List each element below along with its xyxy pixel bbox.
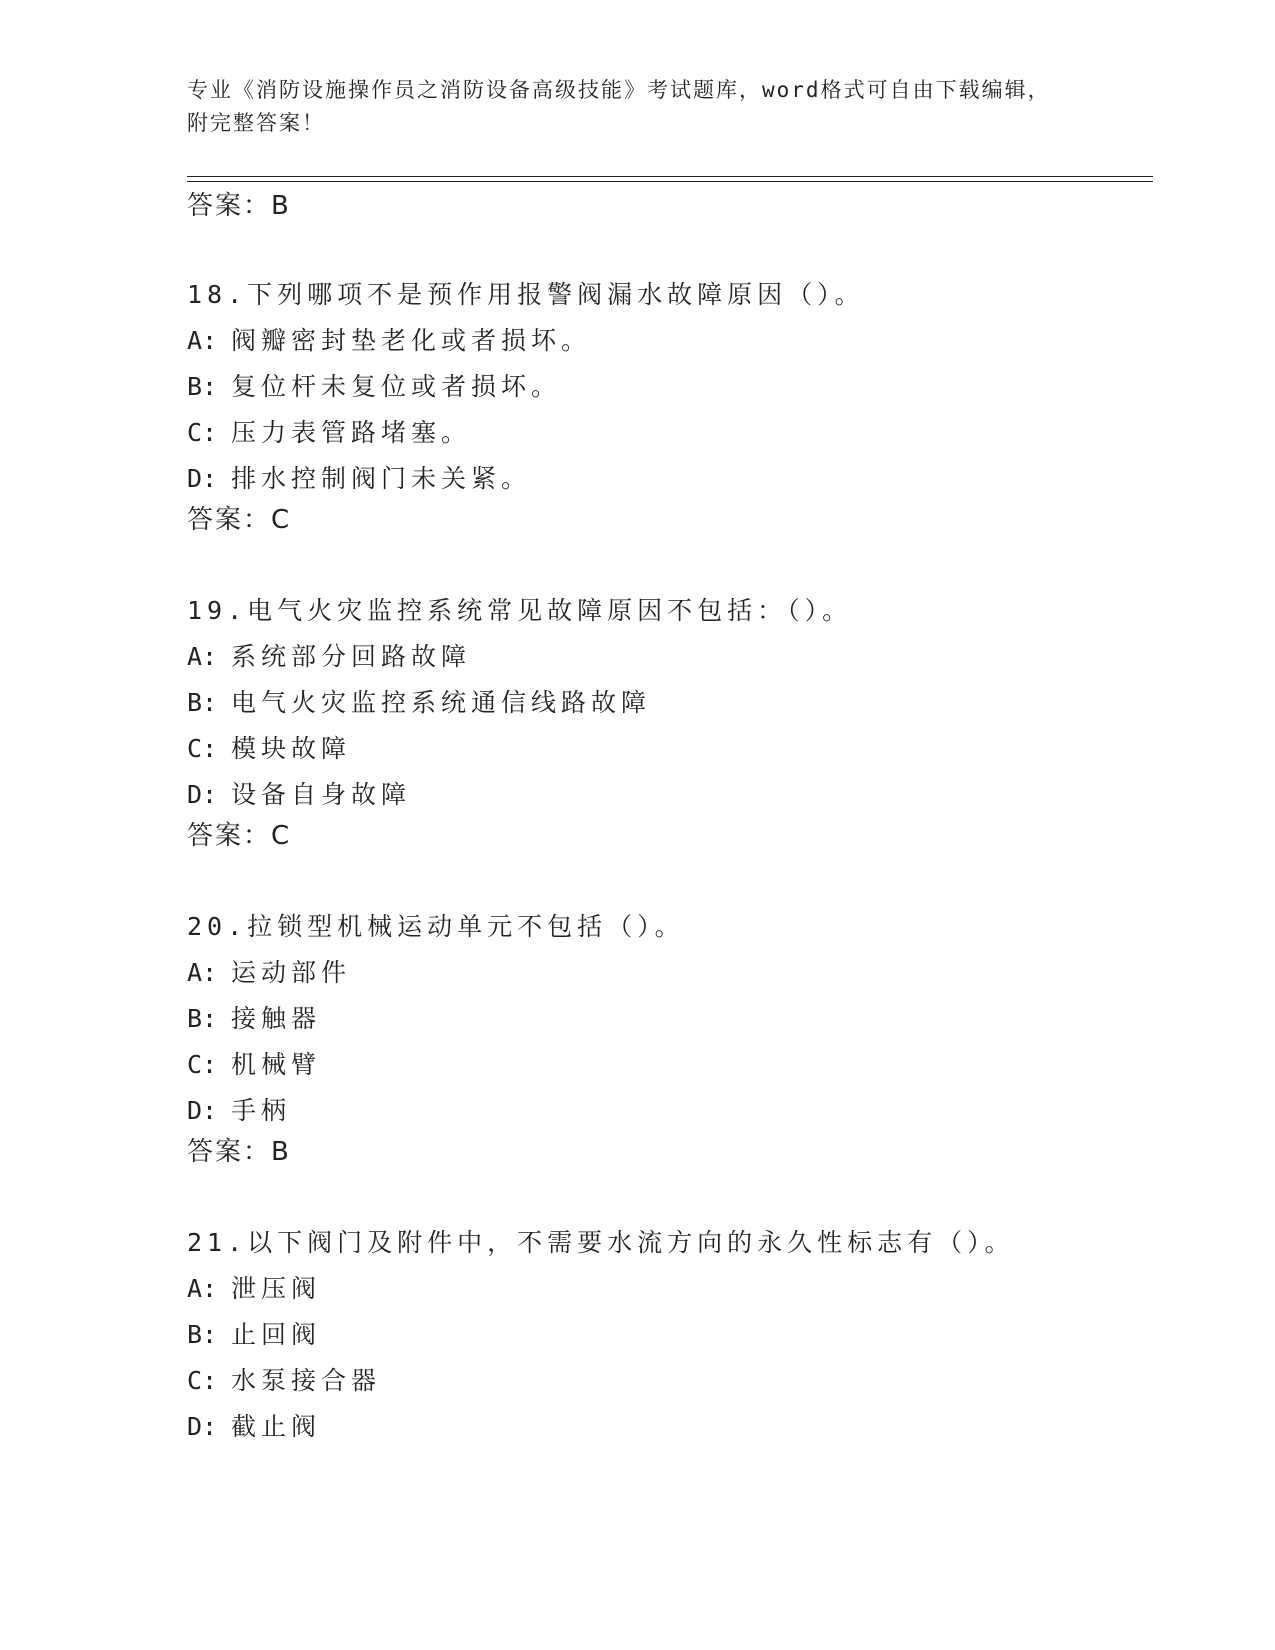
answer-value: C (271, 821, 292, 851)
option-d (187, 772, 1153, 818)
header-rule-bottom (187, 181, 1153, 182)
answer-label: 答案： (187, 505, 272, 535)
question-title: 18.下列哪项不是预作用报警阀漏水故障原因（）。 (187, 280, 865, 309)
option-letter: A: (187, 642, 218, 671)
option-text: 阀瓣密封垫老化或者损坏。 (231, 326, 592, 355)
answer-label: 答案： (187, 1137, 272, 1167)
option-d (187, 1088, 1153, 1134)
answer-line (187, 816, 1153, 856)
header-text: 专业《消防设施操作员之消防设备高级技能》考试题库，word格式可自由下载编辑，附完整答案！ (187, 78, 1051, 135)
option-text: 压力表管路堵塞。 (231, 418, 472, 447)
option-a (187, 318, 1153, 364)
answer-line (187, 1132, 1153, 1172)
answer-value: B (271, 191, 291, 221)
question-18 (187, 272, 1153, 502)
option-letter: D: (187, 1096, 218, 1125)
option-letter: B: (187, 372, 218, 401)
option-text: 泄压阀 (231, 1274, 322, 1303)
option-text: 排水控制阀门未关紧。 (231, 464, 532, 493)
option-text: 运动部件 (231, 958, 352, 987)
option-letter: A: (187, 326, 218, 355)
option-text: 机械臂 (231, 1050, 322, 1079)
option-letter: D: (187, 1412, 218, 1441)
option-text: 电气火灾监控系统通信线路故障 (231, 688, 652, 717)
option-text: 接触器 (231, 1004, 322, 1033)
answer-value: B (271, 1137, 291, 1167)
option-b (187, 1312, 1153, 1358)
option-letter: D: (187, 780, 218, 809)
question-title: 20.拉锁型机械运动单元不包括（）。 (187, 912, 685, 941)
option-d (187, 456, 1153, 502)
option-letter: C: (187, 734, 218, 763)
option-letter: B: (187, 1004, 218, 1033)
option-letter: C: (187, 418, 218, 447)
option-a (187, 950, 1153, 996)
option-b (187, 680, 1153, 726)
option-c (187, 410, 1153, 456)
option-letter: A: (187, 958, 218, 987)
option-text: 手柄 (231, 1096, 292, 1125)
option-text: 设备自身故障 (231, 780, 412, 809)
question-20 (187, 904, 1153, 1134)
question-title: 21.以下阀门及附件中，不需要水流方向的永久性标志有（）。 (187, 1228, 1015, 1257)
header-rule-top (187, 176, 1153, 177)
option-letter: B: (187, 1320, 218, 1349)
answer-line (187, 500, 1153, 540)
option-text: 复位杆未复位或者损坏。 (231, 372, 562, 401)
option-c (187, 1042, 1153, 1088)
option-letter: D: (187, 464, 218, 493)
option-d (187, 1404, 1153, 1450)
option-c (187, 726, 1153, 772)
question-19 (187, 588, 1153, 818)
option-letter: A: (187, 1274, 218, 1303)
question-21 (187, 1220, 1153, 1450)
answer-label: 答案： (187, 191, 272, 221)
answer-label: 答案： (187, 821, 272, 851)
option-letter: B: (187, 688, 218, 717)
option-text: 模块故障 (231, 734, 352, 763)
question-title: 19.电气火灾监控系统常见故障原因不包括：（）。 (187, 596, 853, 625)
option-text: 系统部分回路故障 (231, 642, 472, 671)
option-a (187, 1266, 1153, 1312)
option-a (187, 634, 1153, 680)
option-text: 止回阀 (231, 1320, 322, 1349)
option-letter: C: (187, 1050, 218, 1079)
option-letter: C: (187, 1366, 218, 1395)
answer-value: C (271, 505, 292, 535)
option-text: 水泵接合器 (231, 1366, 382, 1395)
option-b (187, 364, 1153, 410)
answer-line (187, 186, 1153, 226)
option-text: 截止阀 (231, 1412, 322, 1441)
option-c (187, 1358, 1153, 1404)
option-b (187, 996, 1153, 1042)
